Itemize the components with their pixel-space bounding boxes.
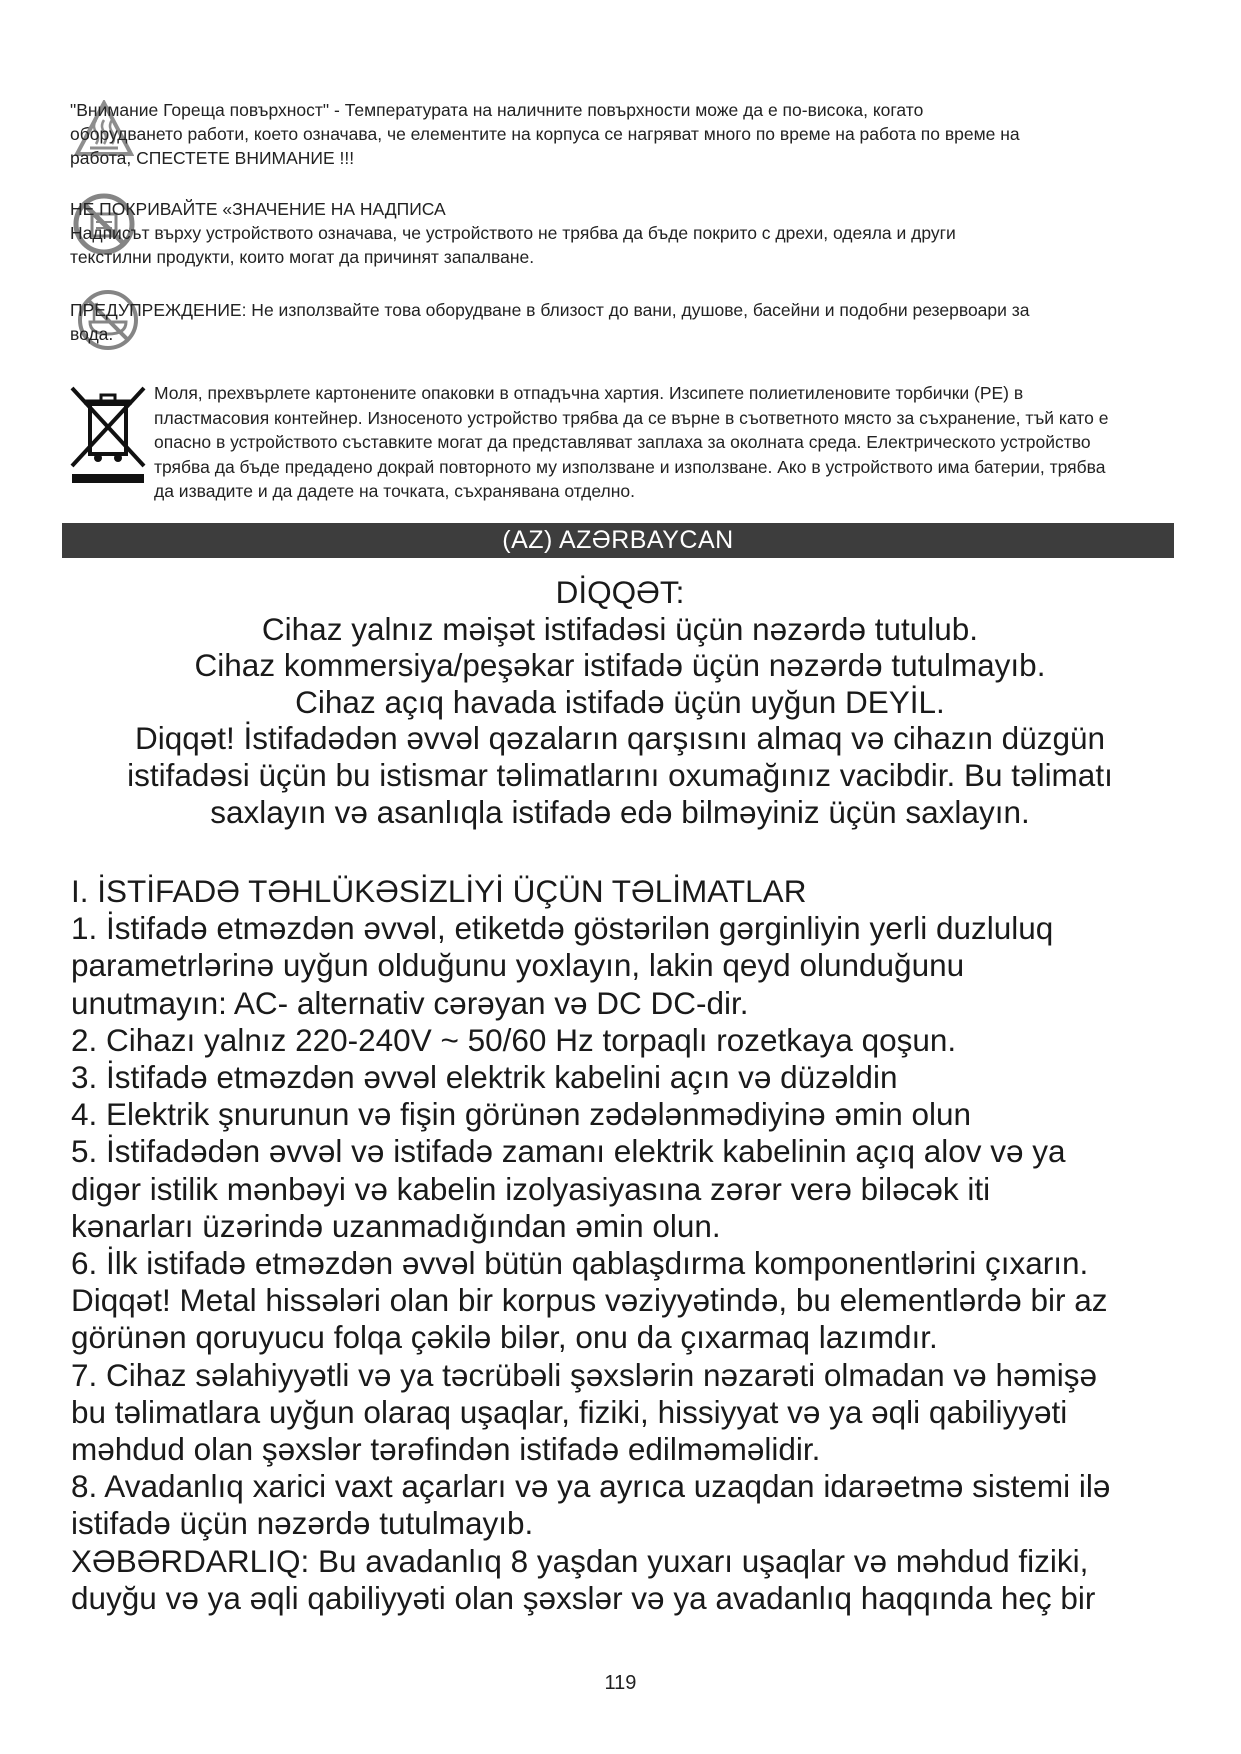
instruction-line: istifadə üçün nəzərdə tutulmayıb. — [71, 1505, 534, 1542]
instruction-line: 7. Cihaz səlahiyyətli və ya təcrübəli şəxslərin nəzarəti olmadan və həmişə — [71, 1356, 1097, 1393]
attention-title: DİQQƏT: — [555, 574, 685, 610]
recycling-notice — [154, 381, 1154, 504]
instruction-line: 6. İlk istifadə etməzdən əvvəl bütün qablaşdırma komponentlərini çıxarın. — [71, 1245, 1089, 1282]
instruction-line: digər istilik mənbəyi və kabelin izolyasiyasına zərər verə biləcək iti — [71, 1170, 991, 1207]
attention-line: istifadəsi üçün bu istismar təlimatlarını oxumağınız vacibdir. Bu təlimatı — [127, 756, 1113, 793]
attention-line: Cihaz kommersiya/peşəkar istifadə üçün nəzərdə tutulmayıb. — [194, 647, 1046, 684]
instruction-line: Diqqət! Metal hissələri olan bir korpus vəziyyətində, bu elementlərdə bir az — [71, 1282, 1108, 1319]
attention-line: Diqqət! İstifadədən əvvəl qəzaların qarşısını almaq və cihazın düzgün — [134, 720, 1106, 757]
warning-line: оборудването работи, което означава, че елементите на корпуса се нагряват много по време на работа по време на — [70, 124, 1020, 144]
instruction-line: məhdud olan şəxslər tərəfindən istifadə edilməməlidir. — [71, 1431, 821, 1468]
instruction-line: görünən qoruyucu folqa çəkilə bilər, onu da çıxarmaq lazımdır. — [71, 1319, 938, 1356]
safety-instructions — [71, 873, 1191, 1617]
crossed-bin-icon — [68, 382, 148, 484]
warning-line: вода. — [70, 324, 114, 344]
instruction-line: 3. İstifadə etməzdən əvvəl elektrik kabelini açın və düzəldin — [71, 1059, 898, 1096]
instruction-line: 4. Elektrik şnurunun və fişin görünən zədələnmədiyinə əmin olun — [71, 1096, 972, 1133]
instruction-line: XƏBƏRDARLIQ: Bu avadanlıq 8 yaşdan yuxarı uşaqlar və məhdud fiziki, — [71, 1542, 1089, 1579]
instruction-line: duyğu və ya əqli qabiliyyəti olan şəxslər və ya avadanlıq haqqında heç bir — [71, 1579, 1096, 1616]
instruction-line: 8. Avadanlıq xarici vaxt açarları və ya ayrıca uzaqdan idarəetmə sistemi ilə — [71, 1468, 1111, 1505]
section-heading: I. İSTİFADƏ TƏHLÜKƏSİZLİYİ ÜÇÜN TƏLİMATLAR — [71, 873, 807, 909]
instruction-line: 2. Cihazı yalnız 220-240V ~ 50/60 Hz torpaqlı rozetkaya qoşun. — [71, 1021, 957, 1058]
recycling-line: опасно в устройството съставките могат да представляват заплаха за околната среда. Електрическото устройство — [154, 432, 1091, 453]
warning-line: НЕ ПОКРИВАЙТЕ «ЗНАЧЕНИЕ НА НАДПИСА — [70, 199, 446, 219]
instruction-line: unutmayın: AC- alternativ cərəyan və DC DC-dir. — [71, 984, 749, 1021]
attention-line: Cihaz yalnız məişət istifadəsi üçün nəzərdə tutulub. — [261, 610, 979, 647]
recycling-line: да извадите и да дадете на точката, съхранявана отделно. — [154, 481, 635, 502]
attention-block — [60, 574, 1180, 830]
language-section-header: (AZ) AZƏRBAYCAN — [62, 523, 1174, 558]
warning-line: "Внимание Гореща повърхност" - Температурата на наличните повърхности може да е по-висока, когато — [70, 100, 924, 120]
warning-line: ПРЕДУПРЕЖДЕНИЕ: Не използвайте това оборудване в близост до вани, душове, басейни и подобни резервоари за — [70, 300, 1030, 320]
instruction-line: 1. İstifadə etməzdən əvvəl, etiketdə göstərilən gərginliyin yerli duzluluq — [71, 910, 1054, 947]
hot-surface-warning — [70, 98, 1110, 170]
instruction-line: bu təlimatlara uyğun olaraq uşaqlar, fiziki, hissiyyat və ya əqli qabiliyyəti — [71, 1393, 1068, 1430]
attention-line: saxlayın və asanlıqla istifadə edə bilməyiniz üçün saxlayın. — [210, 793, 1030, 830]
water-warning — [70, 298, 1110, 346]
recycling-line: Моля, прехвърлете картонените опаковки в отпадъчна хартия. Изсипете полиетиленовите торбички (PE) в — [154, 383, 1024, 403]
recycling-line: пластмасовия контейнер. Износеното устройство трябва да се върне в съответното място за съхранение, тъй като е — [154, 407, 1109, 428]
recycling-line: трябва да бъде предадено докрай повторното му използване и използване. Ако в устройството има батерии, трябва — [154, 456, 1106, 477]
page-number: 119 — [604, 1672, 637, 1694]
warning-line: Надписът върху устройството означава, че устройството не трябва да бъде покрито с дрехи, одеяла и други — [70, 223, 956, 243]
do-not-cover-warning — [70, 197, 1110, 269]
instruction-line: parametrlərinə uyğun olduğunu yoxlayın, lakin qeyd olunduğunu — [71, 947, 965, 984]
instruction-line: kənarları üzərində uzanmadığından əmin olun. — [71, 1207, 721, 1244]
warning-line: работа, СПЕСТЕТЕ ВНИМАНИЕ !!! — [70, 148, 355, 168]
warning-line: текстилни продукти, които могат да причинят запалване. — [70, 247, 535, 267]
instruction-line: 5. İstifadədən əvvəl və istifadə zamanı elektrik kabelinin açıq alov və ya — [71, 1133, 1066, 1170]
attention-line: Cihaz açıq havada istifadə üçün uyğun DEYİL. — [295, 683, 945, 720]
